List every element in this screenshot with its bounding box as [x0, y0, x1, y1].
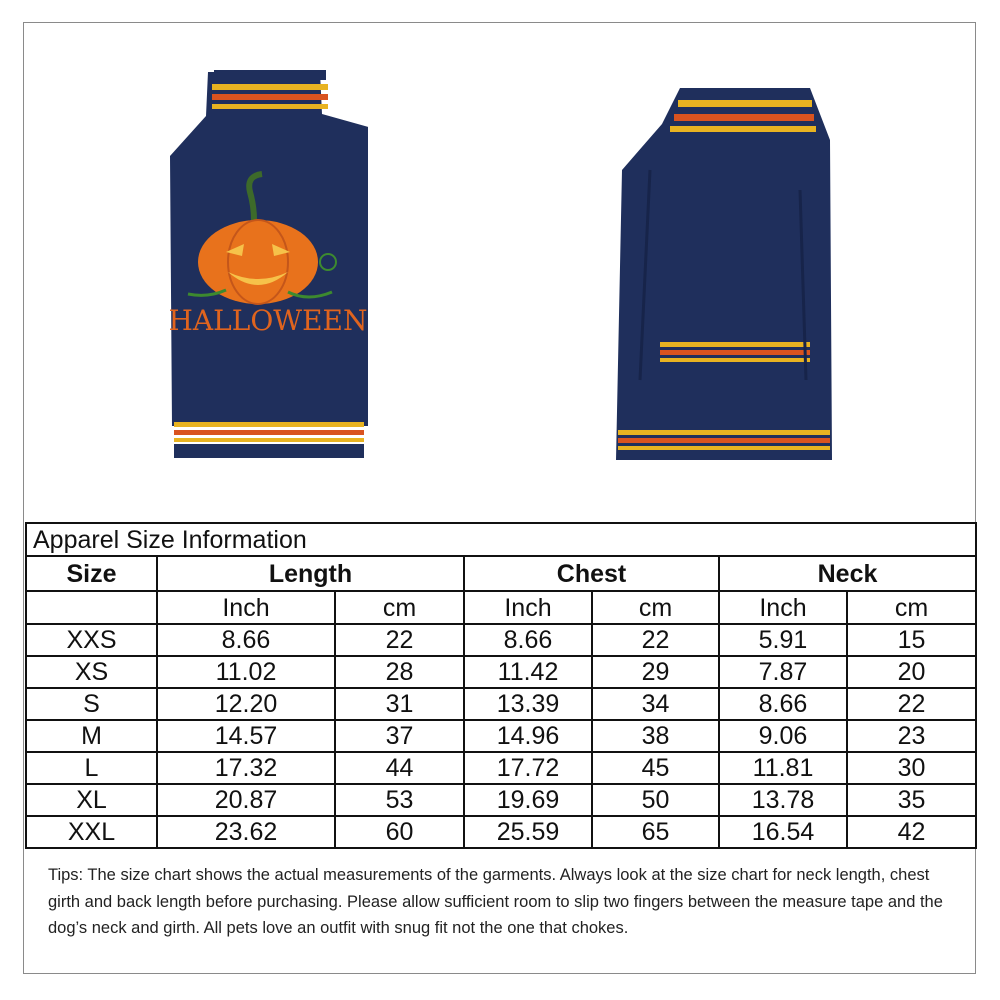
- measurement-cell: 38: [592, 720, 719, 752]
- unit-cell: Inch: [464, 591, 592, 624]
- measurement-cell: 7.87: [719, 656, 847, 688]
- unit-cell: cm: [335, 591, 464, 624]
- measurement-cell: 16.54: [719, 816, 847, 848]
- measurement-cell: 28: [335, 656, 464, 688]
- measurement-cell: 8.66: [464, 624, 592, 656]
- sweater-front-image: [168, 66, 368, 466]
- measurement-cell: 12.20: [157, 688, 335, 720]
- measurement-cell: 37: [335, 720, 464, 752]
- size-label-cell: M: [26, 720, 157, 752]
- measurement-cell: 13.78: [719, 784, 847, 816]
- measurement-cell: 11.42: [464, 656, 592, 688]
- table-row: [26, 624, 976, 656]
- measurement-cell: 13.39: [464, 688, 592, 720]
- measurement-cell: 65: [592, 816, 719, 848]
- table-title: Apparel Size Information: [26, 523, 976, 556]
- measurement-cell: 50: [592, 784, 719, 816]
- size-label-cell: XL: [26, 784, 157, 816]
- table-row: [26, 816, 976, 848]
- measurement-cell: 5.91: [719, 624, 847, 656]
- size-label-cell: XXL: [26, 816, 157, 848]
- measurement-cell: 11.02: [157, 656, 335, 688]
- header-chest: Chest: [464, 556, 719, 591]
- measurement-cell: 8.66: [157, 624, 335, 656]
- measurement-cell: 25.59: [464, 816, 592, 848]
- measurement-cell: 23.62: [157, 816, 335, 848]
- sweater-back-image: [610, 80, 840, 480]
- measurement-cell: 34: [592, 688, 719, 720]
- measurement-cell: 44: [335, 752, 464, 784]
- size-label-cell: XXS: [26, 624, 157, 656]
- measurement-cell: 42: [847, 816, 976, 848]
- unit-cell: cm: [592, 591, 719, 624]
- measurement-cell: 9.06: [719, 720, 847, 752]
- table-body: [26, 624, 976, 848]
- measurement-cell: 8.66: [719, 688, 847, 720]
- table-title-row: [26, 523, 976, 556]
- measurement-cell: 45: [592, 752, 719, 784]
- measurement-cell: 22: [335, 624, 464, 656]
- tips-text: Tips: The size chart shows the actual measurements of the garments. Always look at the size chart for neck length, chest girth and back length before purchasing. Please allow sufficient room to slip two fingers between the measure tape and the dog’s neck and girth. All pets love an outfit with snug fit not the one that chokes.: [48, 866, 943, 937]
- table-row: [26, 656, 976, 688]
- measurement-cell: 14.57: [157, 720, 335, 752]
- measurement-cell: 19.69: [464, 784, 592, 816]
- measurement-cell: 30: [847, 752, 976, 784]
- table-row: [26, 784, 976, 816]
- unit-cell: Inch: [157, 591, 335, 624]
- header-size: Size: [26, 556, 157, 591]
- measurement-cell: 53: [335, 784, 464, 816]
- measurement-cell: 22: [592, 624, 719, 656]
- table-unit-row: [26, 591, 976, 624]
- table-row: [26, 688, 976, 720]
- measurement-cell: 20.87: [157, 784, 335, 816]
- size-label-cell: XS: [26, 656, 157, 688]
- measurement-cell: 29: [592, 656, 719, 688]
- measurement-cell: 14.96: [464, 720, 592, 752]
- measurement-cell: 60: [335, 816, 464, 848]
- measurement-cell: 17.72: [464, 752, 592, 784]
- table-header-row: [26, 556, 976, 591]
- measurement-cell: 23: [847, 720, 976, 752]
- unit-cell-empty: [26, 591, 157, 624]
- measurement-cell: 20: [847, 656, 976, 688]
- measurement-cell: 31: [335, 688, 464, 720]
- table-row: [26, 752, 976, 784]
- size-label-cell: L: [26, 752, 157, 784]
- unit-cell: Inch: [719, 591, 847, 624]
- header-neck: Neck: [719, 556, 976, 591]
- measurement-cell: 15: [847, 624, 976, 656]
- measurement-cell: 17.32: [157, 752, 335, 784]
- unit-cell: cm: [847, 591, 976, 624]
- measurement-cell: 11.81: [719, 752, 847, 784]
- size-label-cell: S: [26, 688, 157, 720]
- measurement-cell: 22: [847, 688, 976, 720]
- size-chart-table: [25, 522, 977, 849]
- halloween-embroidery: HALLOWEEN: [168, 304, 368, 337]
- measurement-cell: 35: [847, 784, 976, 816]
- header-length: Length: [157, 556, 464, 591]
- table-row: [26, 720, 976, 752]
